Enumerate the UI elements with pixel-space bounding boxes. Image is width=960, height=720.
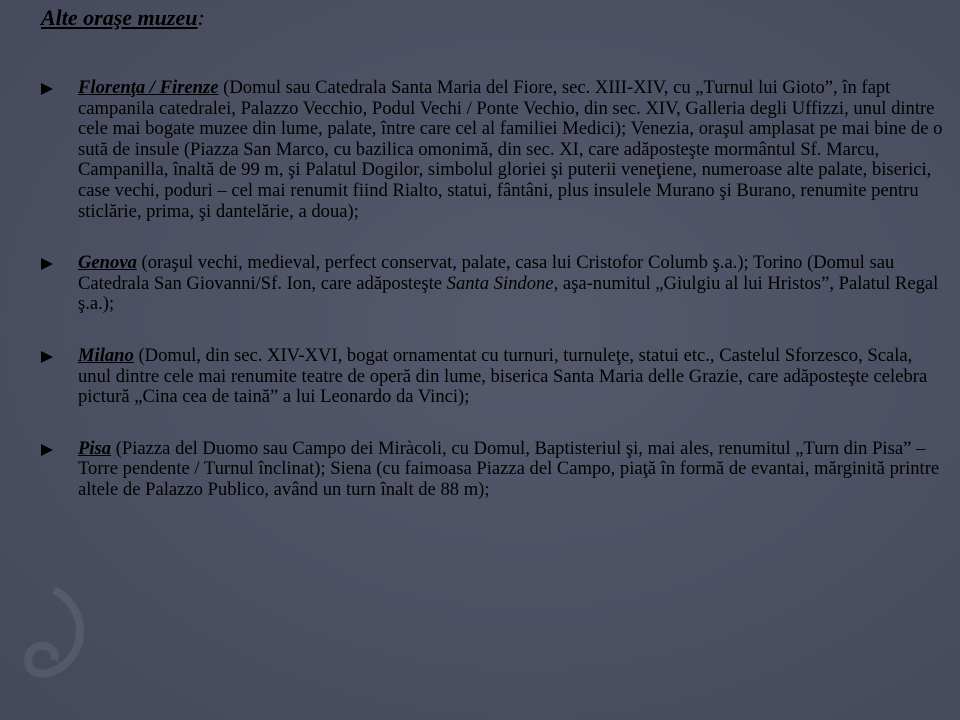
item-text: (oraşul vechi, medieval, perfect conservat, palate, casa lui Cristofor Columb ş.a.); Torino (Domul sau Catedrala San Giovanni/Sf. Ion, care adăposteşte <box>78 252 895 294</box>
item-italic-text: Santa Sindone <box>446 272 554 294</box>
item-text: (Domul sau Catedrala Santa Maria del Fiore, sec. XIII-XIV, cu „Turnul lui Gioto”, în fapt campanila catedralei, Palazzo Vecchio, Podul Vechi / Ponte Vechio, din sec. XIV, Galleria degli Uffizzi, unul dintre cele mai bogate muzee din lume, palate, între care cel al familiei Medici); Venezia, oraşul amplasat pe mai bine de o sută de insule (Piazza San Marco, cu bazilica omonimă, din sec. XI, care adăposteşte mormântul Sf. Marcu, Campanilla, înaltă de 99 m, şi Palatul Dogilor, simbolul gloriei şi puterii veneţiene, numeroase alte palate, biserici, case vechi, poduri – cel mai renumit fiind Rialto, statui, fântâni, plus insulele Murano şi Burano, renumite pentru sticlărie, prima, şi dantelărie, a doua); <box>78 77 943 222</box>
bullet-arrow-icon <box>41 83 53 95</box>
item-keyword: Genova <box>78 252 137 274</box>
slide-title-colon: : <box>197 5 205 30</box>
bullet-arrow-icon <box>41 351 53 363</box>
item-text: (Domul, din sec. XIV-XVI, bogat ornamentat cu turnuri, turnuleţe, statui etc., Castelul Sforzesco, Scala, unul dintre cele mai renumite teatre de operă din lume, biserica Santa Maria delle Grazie, care adăposteşte celebra pictură „Cina cea de taină” a lui Leonardo da Vinci); <box>78 344 928 408</box>
slide-title <box>41 5 205 31</box>
item-keyword: Milano <box>78 344 134 366</box>
bullet-arrow-icon <box>41 258 53 270</box>
item-keyword: Pisa <box>78 437 112 459</box>
item-keyword: Florenţa / Firenze <box>78 77 219 98</box>
slide-title-text: Alte oraşe muzeu <box>41 5 198 30</box>
item-text-after: , aşa-numitul „Giulgiu al lui Hristos”, Palatul Regal ş.a.); <box>78 272 939 315</box>
list-item-genova <box>41 253 946 315</box>
item-text: (Piazza del Duomo sau Campo dei Miràcoli, cu Domul, Baptisteriul şi, mai ales, renumitul „Turn din Pisa” – Torre pendente / Turnul înclinat); Siena (cu faimoasa Piazza del Campo, piaţă în formă de evantai, mărginită printre altele de Palazzo Publico, având un turn înalt de 88 m); <box>78 437 940 500</box>
list-item-florenta <box>41 78 946 222</box>
list-item-milano <box>41 346 946 408</box>
watermark-decoration <box>14 585 94 705</box>
bullet-arrow-icon <box>41 444 53 456</box>
list-item-pisa <box>41 439 946 501</box>
bullet-list <box>41 47 946 501</box>
